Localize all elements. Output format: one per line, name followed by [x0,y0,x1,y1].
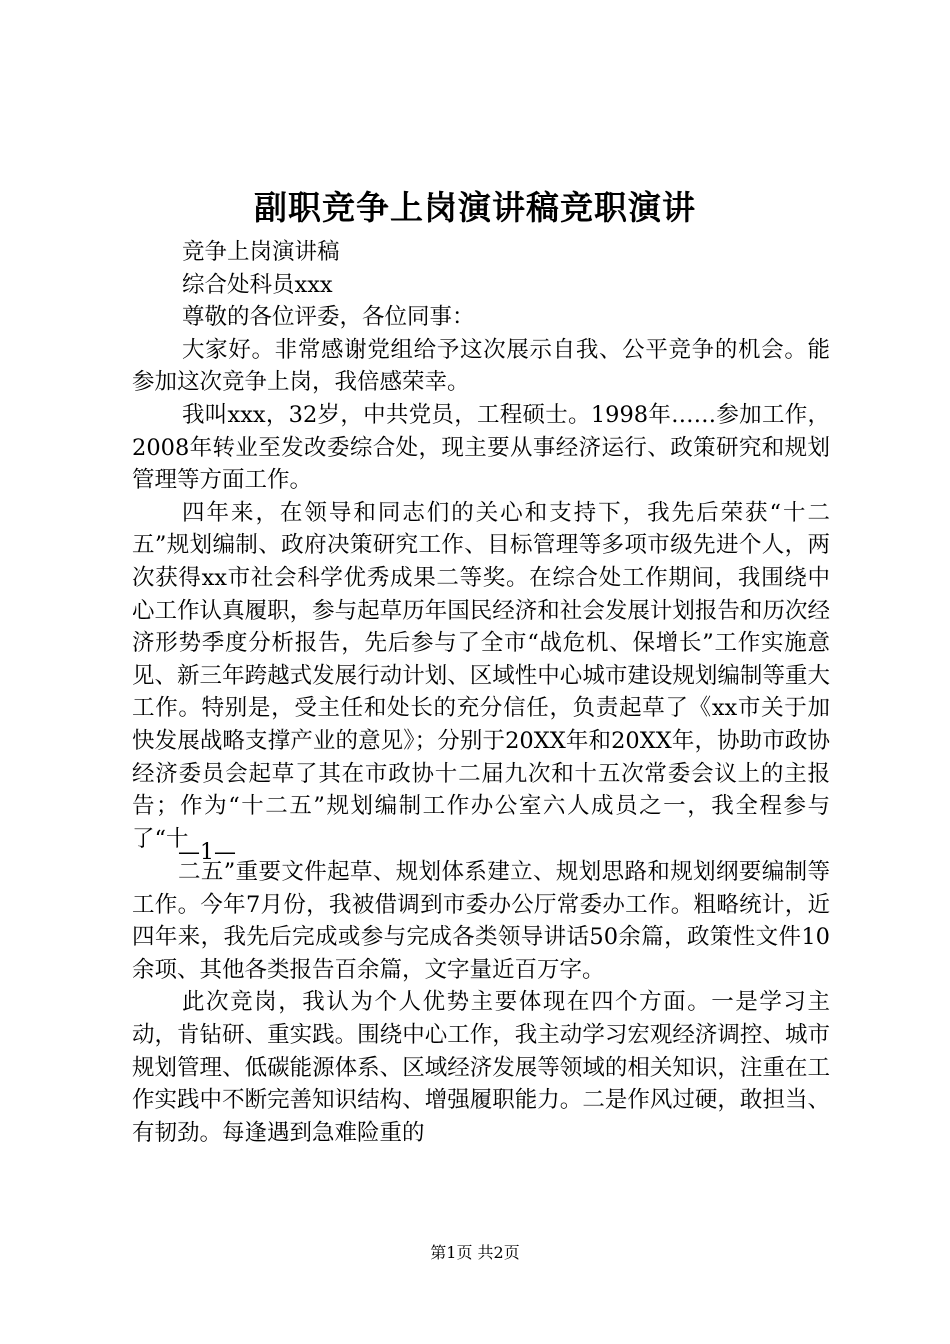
paragraph-strengths: 此次竞岗，我认为个人优势主要体现在四个方面。一是学习主动，肯钻研、重实践。围绕中心工作，我主动学习宏观经济调控、城市规划管理、低碳能源体系、区域经济发展等领域的相关知识，注重在工作实践中不断完善知识结构、增强履职能力。二是作风过硬，敢担当、有韧劲。每逢遇到急难险重的 [132,989,830,1146]
page-marker: —1— [178,840,236,865]
paragraph-continuation: 二五”重要文件起草、规划体系建立、规划思路和规划纲要编制等工作。今年7月份，我被借调到市委办公厅常委办工作。粗略统计，近四年来，我先后完成或参与完成各类领导讲话50余篇，政策性文件10余项、其他各类报告百余篇，文字量近百万字。 [132,859,830,983]
author-line: 综合处科员xxx [182,271,333,298]
document-body-part-2 [132,856,830,1149]
heading-line: 竞争上岗演讲稿 [182,239,340,265]
paragraph-experience: 四年来，在领导和同志们的关心和支持下，我先后荣获“十二五”规划编制、政府决策研究工作、目标管理等多项市级先进个人，两次获得xx市社会科学优秀成果二等奖。在综合处工作期间，我围绕中心工作认真履职，参与起草历年国民经济和社会发展计划报告和历次经济形势季度分析报告，先后参与了全市“战危机、保增长”工作实施意见、新三年跨越式发展行动计划、区域性中心城市建设规划编制等重大工作。特别是，受主任和处长的充分信任，负责起草了《xx市关于加快发展战略支撑产业的意见》；分别于20XX年和20XX年，协助市政协经济委员会起草了其在市政协十二届九次和十五次常委会议上的主报告；作为“十二五”规划编制工作办公室六人成员之一，我全程参与了“十 [132,499,830,852]
paragraph-intro: 我叫xxx，32岁，中共党员，工程硕士。1998年……参加工作，2008年转业至发改委综合处，现主要从事经济运行、政策研究和规划管理等方面工作。 [132,401,830,494]
page-footer-pagination: 第1页 共2页 [430,1243,520,1262]
salutation: 尊敬的各位评委，各位同事： [182,304,475,331]
paragraph-greeting: 大家好。非常感谢党组给予这次展示自我、公平竞争的机会。能参加这次竞争上岗，我倍感荣幸。 [132,336,830,396]
page-title: 副职竞争上岗演讲稿竞职演讲 [254,188,696,227]
document-body-part-1 [132,236,830,855]
